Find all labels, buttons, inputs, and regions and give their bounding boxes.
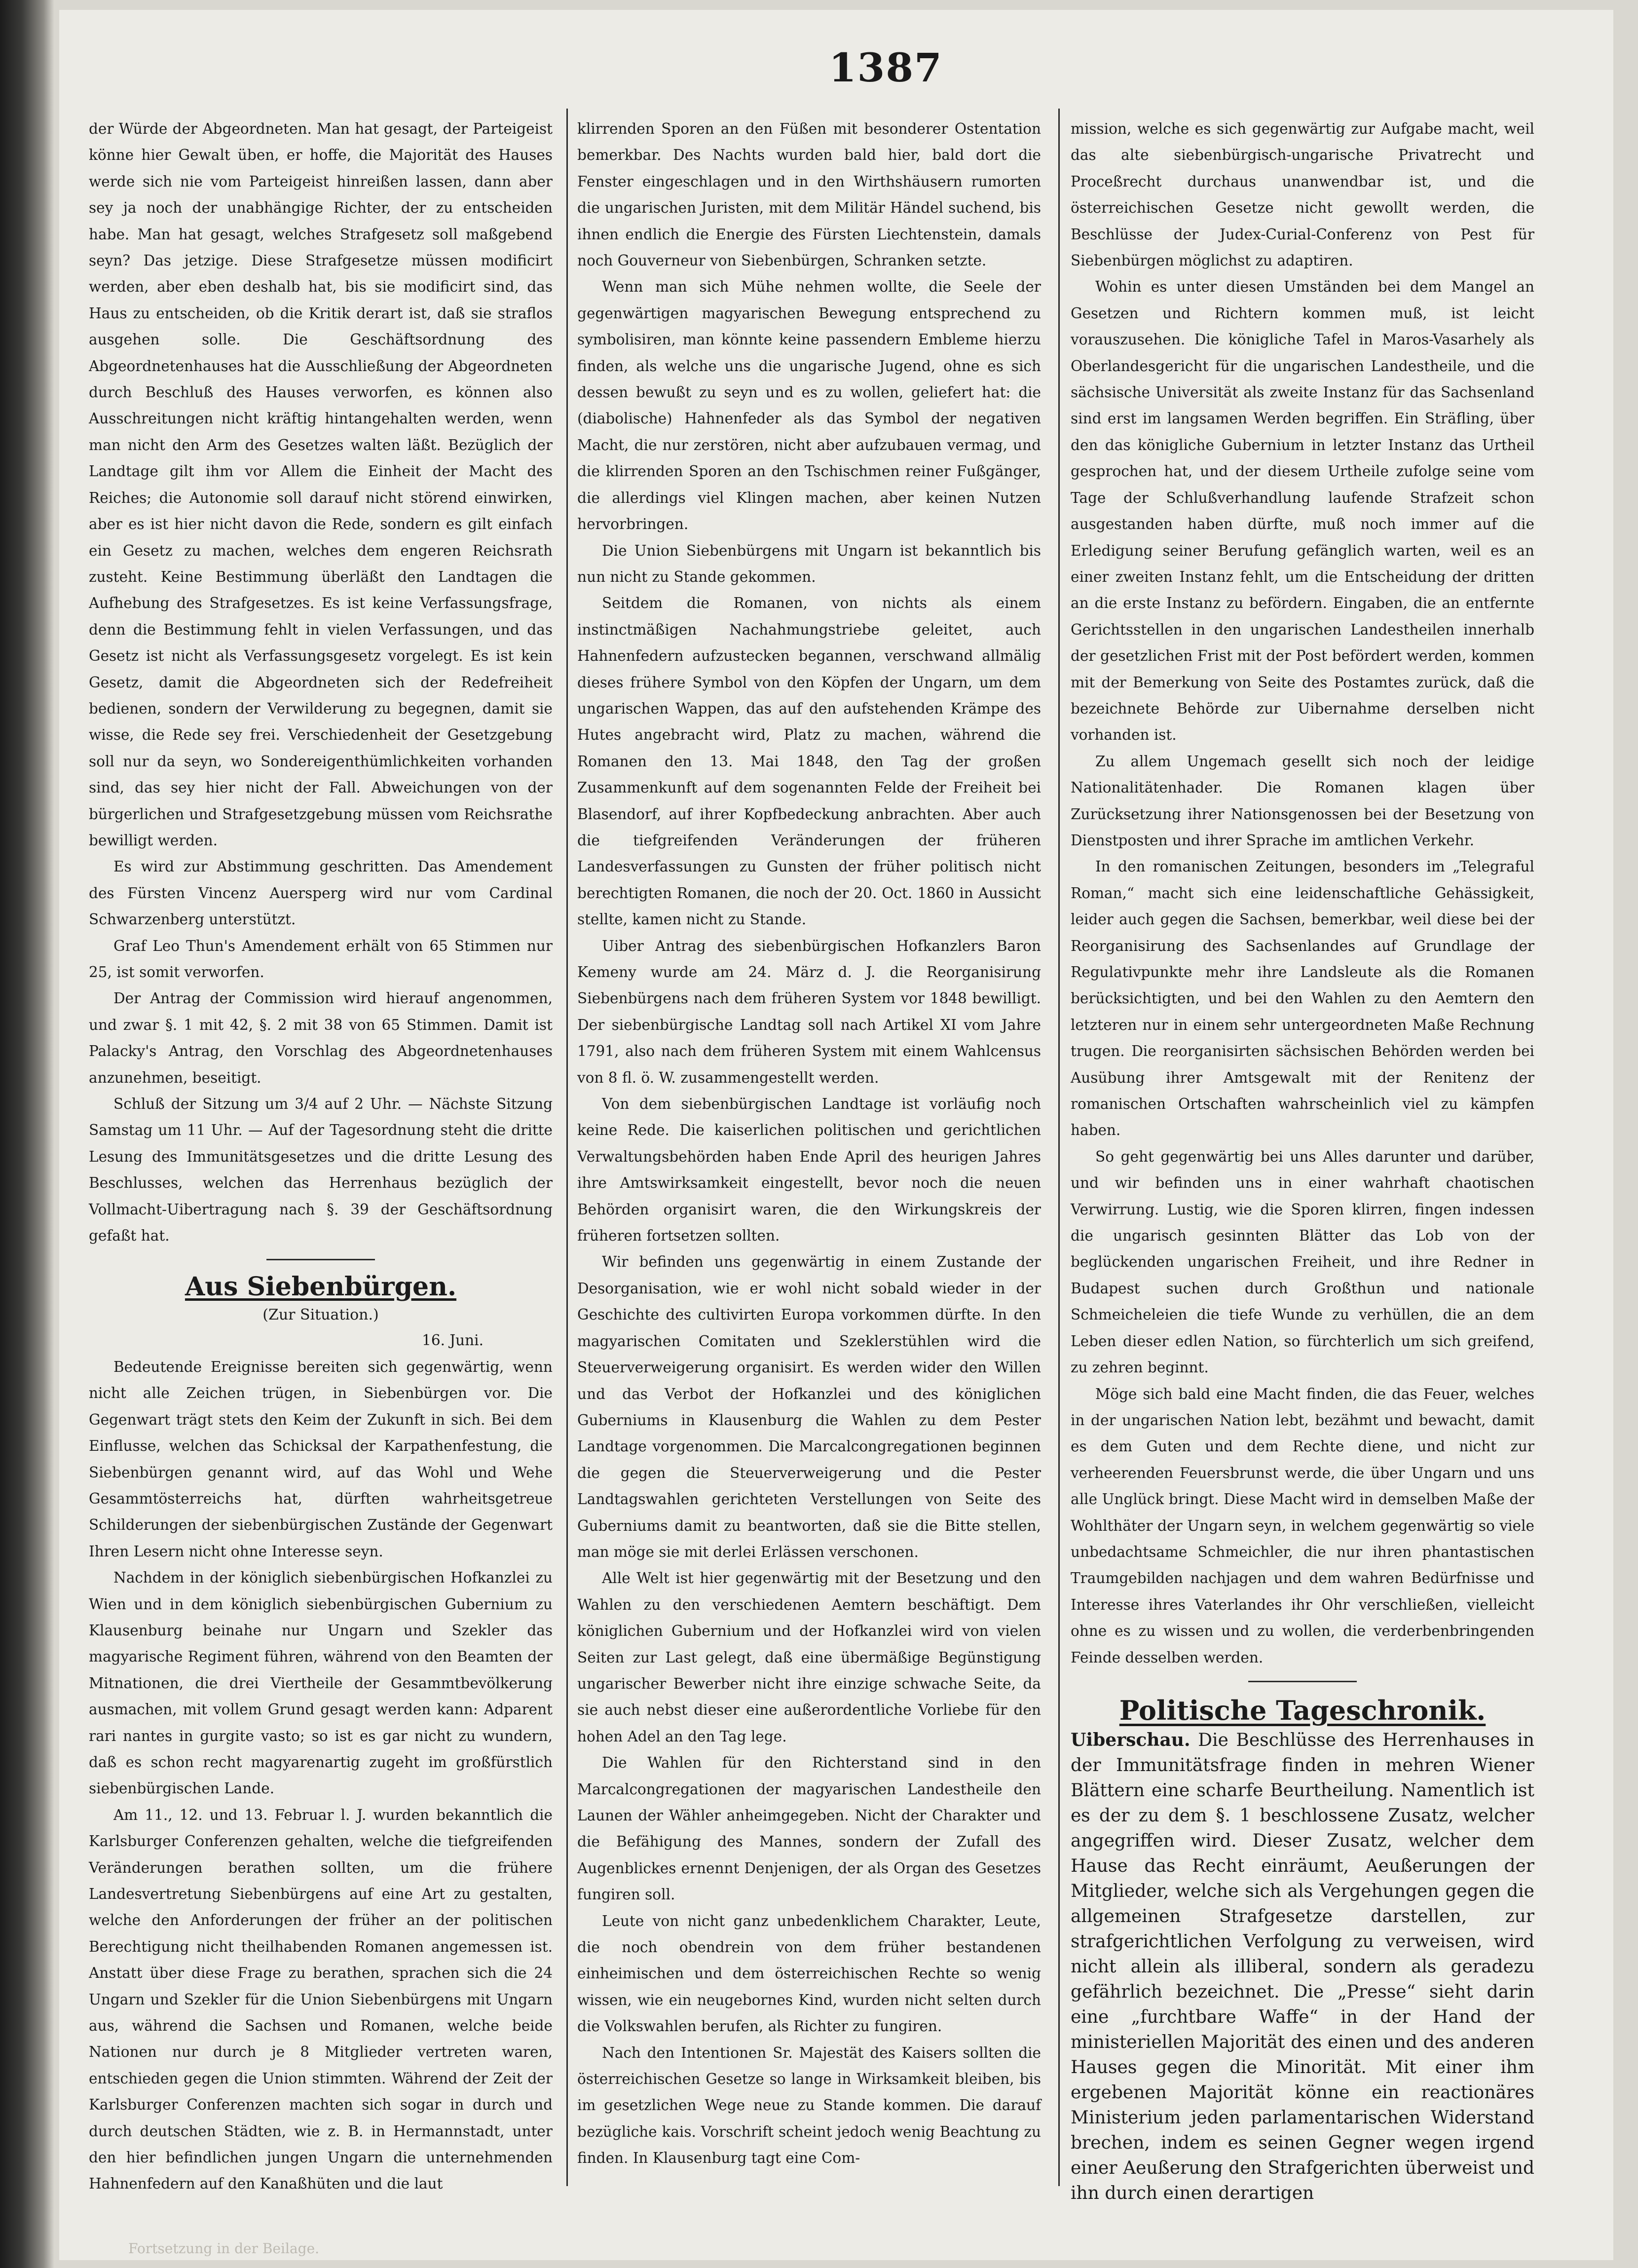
column-3 [1071,116,1534,2206]
column-divider [1058,109,1060,2186]
paragraph: In den romanischen Zeitungen, besonders im „Telegraful Roman,“ macht sich eine leidenschaftliche Gehässigkeit, leider auch gegen die Sachsen, bemerkbar, weil diese bei der Reorganisirung des Sachsenlandes auf Grundlage der Regulativpunkte mehr ihre Landsleute als die Romanen berücksichtigten, und bei den Wahlen zu den Aemtern den letzteren nur in einem sehr untergeordneten Maße Rechnung trugen. Die reorganisirten sächsischen Behörden werden bei Ausübung ihrer Amtsgewalt mit der Renitenz der romanischen Ortschaften wahrscheinlich viel zu kämpfen haben. [1071,858,1534,1139]
paragraph: Möge sich bald eine Macht finden, die das Feuer, welches in der ungarischen Nation lebt, bezähmt und bewacht, damit es dem Guten und dem Rechte diene, und nicht zur verheerenden Feuersbrunst werde, die über Ungarn und uns alle Unglück bringt. Diese Macht wird in demselben Maße der Wohlthäter der Ungarn seyn, in welchem gegenwärtig so viele unbedachtsame Schmeichler, die nur ihren phantastischen Traumgebilden nachjagen und dem wahren Bedürfnisse und Interesse ihres Vaterlandes ihr Ohr verschließen, vielleicht ohne es zu wissen und zu wollen, die verderbenbringenden Feinde desselben werden. [1071,1385,1534,1666]
newspaper-page [59,10,1613,2260]
paragraph: Schluß der Sitzung um 3/4 auf 2 Uhr. — Nächste Sitzung Samstag um 11 Uhr. — Auf der Tagesordnung steht die dritte Lesung des Immunitätsgesetzes und die dritte Lesung des Beschlusses, welchen das Herrenhaus bezüglich der Vollmacht-Uibertragung nach §. 39 der Geschäftsordnung gefaßt hat. [89,1096,553,1245]
column-divider [566,109,568,2186]
chronicle-title: Politische Tageschronik. [1119,1694,1486,1726]
paragraph: Wohin es unter diesen Umständen bei dem Mangel an Gesetzen und Richtern kommen muß, ist leicht vorauszusehen. Die königliche Tafel in Maros-Vasarhely als Oberlandesgericht für die ungarischen Landestheile, und die sächsische Universität als zweite Instanz für das Sachsenland sind erst im langsamen Werden begriffen. Ein Sträfling, über den das königliche Gubernium in letzter Instanz das Urtheil gesprochen hat, und der diesem Urtheile zufolge seine vom Tage der Schlußverhandlung laufende Strafzeit schon ausgestanden haben dürfte, muß noch immer auf die Erledigung seiner Berufung gefänglich warten, weil es an einer zweiten Instanz fehlt, um die Entscheidung der dritten an die erste Instanz zu befördern. Eingaben, die an entfernte Gerichtsstellen in den ungarischen Landestheilen innerhalb der gesetzlichen Frist mit der Post befördert werden, kommen mit der Bemerkung von Seite des Postamtes zurück, daß die bezeichnete Behörde zur Uibernahme derselben nicht vorhanden ist. [1071,278,1534,744]
paragraph: Wir befinden uns gegenwärtig in einem Zustande der Desorganisation, wie er wohl nicht sobald wieder in der Geschichte des cultivirten Europa vorkommen dürfte. In den magyarischen Comitaten und Szeklerstühlen wird die Steuerverweigerung organisirt. Es werden wider den Willen und das Verbot der Hofkanzlei und des königlichen Guberniums in Klausenburg die Wahlen zu dem Pester Landtage vorgenommen. Die Marcalcongregationen beginnen die gegen die Steuerverweigerung und die Pester Landtagswahlen gerichteten Verstellungen von Seite des Guberniums damit zu beantworten, daß sie die Bitte stellen, man möge sie mit derlei Erlässen verschonen. [577,1253,1041,1560]
column-1 [89,116,553,2197]
paragraph: Nach den Intentionen Sr. Majestät des Kaisers sollten die österreichischen Gesetze so lange in Wirksamkeit bleiben, bis im gesetzlichen Wege neue zu Stande kommen. Die darauf bezügliche kais. Vorschrift scheint jedoch wenig Beachtung zu finden. In Klausenburg tagt eine Com- [577,2044,1041,2167]
chronicle-lead: Uiberschau. [1071,1729,1191,1750]
paragraph: Die Union Siebenbürgens mit Ungarn ist bekanntlich bis nun nicht zu Stande gekommen. [577,542,1041,585]
section-subtitle: (Zur Situation.) [262,1306,379,1324]
paragraph: Seitdem die Romanen, von nichts als einem instinctmäßigen Nachahmungstriebe geleitet, auch Hahnenfedern aufzustecken begannen, verschwand allmälig dieses frühere Symbol von den Köpfen der Ungarn, um dem ungarischen Wappen, das auf den aufstehenden Krämpe des Hutes angebracht wird, Platz zu machen, während die Romanen den 13. Mai 1848, den Tag der großen Zusammenkunft auf dem sogenannten Felde der Freiheit bei Blasendorf, auf ihrer Kopfbedeckung anbrachten. Aber auch die tiefgreifenden Veränderungen der früheren Landesverfassungen zu Gunsten der früher politisch nicht berechtigten Romanen, die noch der 20. Oct. 1860 in Aussicht stellte, kamen nicht zu Stande. [577,595,1041,928]
paragraph: So geht gegenwärtig bei uns Alles darunter und darüber, und wir befinden uns in einer wahrhaft chaotischen Verwirrung. Lustig, wie die Sporen klirren, fingen indessen die ungarisch gesinnten Blätter das Lob von der beglückenden ungarischen Freiheit, und ihre Redner in Budapest suchen durch Großthun und nationale Schmeicheleien die tiefe Wunde zu verhüllen, die an dem Leben dieser edlen Nation, so fürchterlich um sich greifend, zu zehren beginnt. [1071,1148,1534,1376]
paragraph: Graf Leo Thun's Amendement erhält von 65 Stimmen nur 25, ist somit verworfen. [89,937,553,981]
paragraph: Uiber Antrag des siebenbürgischen Hofkanzlers Baron Kemeny wurde am 24. März d. J. die Reorganisirung Siebenbürgens nach dem früheren System vor 1848 bewilligt. Der siebenbürgische Landtag soll nach Artikel XI vom Jahre 1791, also nach dem früheren System mit einem Wahlcensus von 8 fl. ö. W. zusammengestellt werden. [577,937,1041,1086]
page-footer-note: Fortsetzung in der Beilage. [128,2240,320,2257]
paragraph: Am 11., 12. und 13. Februar l. J. wurden bekanntlich die Karlsburger Conferenzen gehalten, welche die tiefgreifenden Veränderungen berathen sollten, um die frühere Landesvertretung Siebenbürgens auf eine Art zu gestalten, welche den Anforderungen der früher an der politischen Berechtigung nicht theilhabenden Romanen angemessen ist. Anstatt über diese Frage zu berathen, sprachen sich die 24 Ungarn und Szekler für die Union Siebenbürgens mit Ungarn aus, während die Sachsen und Romanen, welche beide Nationen nur durch je 8 Mitglieder vertreten waren, entschieden gegen die Union stimmten. Während der Zeit der Karlsburger Conferenzen machten sich sogar in durch und durch deutschen Städten, wie z. B. in Hermannstadt, unter den hier befindlichen jungen Ungarn die unternehmenden Hahnenfedern auf den Kanaßhüten und die laut [89,1806,553,2192]
paragraph: Von dem siebenbürgischen Landtage ist vorläufig noch keine Rede. Die kaiserlichen politischen und gerichtlichen Verwaltungsbehörden haben Ende April des heurigen Jahres ihre Amtswirksamkeit eingestellt, bevor noch die neuen Behörden organisirt waren, die den Wirkungskreis der früheren fortsetzen sollten. [577,1096,1041,1245]
column-2 [577,116,1041,2172]
paragraph: Der Antrag der Commission wird hierauf angenommen, und zwar §. 1 mit 42, §. 2 mit 38 von 65 Stimmen. Damit ist Palacky's Antrag, den Vorschlag des Abgeordnetenhauses anzunehmen, beseitigt. [89,990,553,1086]
section-divider [1248,1681,1357,1682]
paragraph: Wenn man sich Mühe nehmen wollte, die Seele der gegenwärtigen magyarischen Bewegung entsprechend zu symbolisiren, man könnte keine passendern Embleme hierzu finden, als welche uns die ungarische Jugend, ohne es sich dessen bewußt zu seyn und es zu wollen, geliefert hat: die (diabolische) Hahnenfeder als das Symbol der negativen Macht, die nur zerstören, nicht aber aufzubauen vermag, und die klirrenden Sporen an den Tschischmen reiner Fußgänger, die allerdings viel Klingen machen, aber keinen Nutzen hervorbringen. [577,278,1041,533]
paragraph: Alle Welt ist hier gegenwärtig mit der Besetzung und den Wahlen zu den verschiedenen Aemtern beschäftigt. Dem königlichen Gubernium und der Hofkanzlei wird von vielen Seiten zur Last gelegt, daß eine übermäßige Begünstigung ungarischer Bewerber nicht ihre einzige schwache Seite, da sie auch nebst dieser eine außerordentliche Vorliebe für den hohen Adel an den Tag lege. [577,1570,1041,1745]
page-number: 1387 [829,44,943,91]
section-title: Aus Siebenbürgen. [185,1272,457,1302]
chronicle-paragraph [1071,1728,1534,2206]
paragraph: der Würde der Abgeordneten. Man hat gesagt, der Parteigeist könne hier Gewalt üben, er hoffe, die Majorität des Hauses werde sich nie vom Parteigeist hinreißen lassen, dann aber sey ja noch der unabhängige Richter, der zu entscheiden habe. Man hat gesagt, welches Strafgesetz soll maßgebend seyn? Das jetzige. Diese Strafgesetze müssen modificirt werden, aber eben deshalb hat, bis sie modificirt sind, das Haus zu entscheiden, ob die Kritik derart ist, daß sie straflos ausgehen solle. Die Geschäftsordnung des Abgeordnetenhauses hat die Ausschließung der Abgeordneten durch Beschluß des Hauses verworfen, es können also Ausschreitungen nicht kräftig hintangehalten werden, wenn man nicht den Arm des Gesetzes walten läßt. Bezüglich der Landtage gilt ihm vor Allem die Einheit der Macht des Reiches; die Autonomie soll darauf nicht störend einwirken, aber es ist hier nicht davon die Rede, sondern es gilt einfach ein Gesetz zu machen, welches dem engeren Reichsrath zusteht. Keine Bestimmung überläßt den Landtagen die Aufhebung des Strafgesetzes. Es ist keine Verfassungsfrage, denn die Bestimmung fehlt in vielen Verfassungen, und das Gesetz ist nicht als Verfassungsgesetz vorgelegt. Es ist kein Gesetz, damit die Abgeordneten sich der Redefreiheit bedienen, sondern der Verwilderung zu begegnen, damit sie wisse, die Rede sey frei. Verschiedenheit der Gesetzgebung soll nur da seyn, wo Sondereigenthümlichkeiten vorhanden sind, das sey hier nicht der Fall. Abweichungen von der bürgerlichen und Strafgesetzgebung müssen vom Reichsrathe bewilligt werden. [89,120,553,849]
paragraph: Zu allem Ungemach gesellt sich noch der leidige Nationalitätenhader. Die Romanen klagen über Zurücksetzung ihrer Nationsgenossen bei der Besetzung von Dienstposten und ihrer Sprache im amtlichen Verkehr. [1071,753,1534,849]
paragraph: Die Wahlen für den Richterstand sind in den Marcalcongregationen der magyarischen Landestheile den Launen der Wähler anheimgegeben. Nicht der Charakter und die Befähigung des Mannes, sondern der Zufall des Augenblickes ernennt Denjenigen, der als Organ des Gesetzes fungiren soll. [577,1754,1041,1903]
paragraph: Leute von nicht ganz unbedenklichem Charakter, Leute, die noch obendrein von dem früher bestandenen einheimischen und dem österreichischen Rechte so wenig wissen, wie ein neugebornes Kind, wurden nicht selten durch die Volkswahlen berufen, als Richter zu fungiren. [577,1912,1041,2035]
scan-edge-shadow [0,0,54,2268]
paragraph: klirrenden Sporen an den Füßen mit besonderer Ostentation bemerkbar. Des Nachts wurden bald hier, bald dort die Fenster eingeschlagen und in den Wirthshäusern rumorten die ungarischen Juristen, mit dem Militär Händel suchend, bis ihnen endlich die Energie des Fürsten Liechtenstein, damals noch Gouverneur von Siebenbürgen, Schranken setzte. [577,120,1041,269]
section-divider [266,1259,375,1260]
paragraph: Es wird zur Abstimmung geschritten. Das Amendement des Fürsten Vincenz Auersperg wird nur vom Cardinal Schwarzenberg unterstützt. [89,858,553,928]
chronicle-text: Die Beschlüsse des Herrenhauses in der Immunitätsfrage finden in mehren Wiener Blättern eine scharfe Beurtheilung. Namentlich ist es der zu dem §. 1 beschlossene Zusatz, welcher angegriffen wird. Dieser Zusatz, welcher dem Hause das Recht einräumt, Aeußerungen der Mitglieder, welche sich als Vergehungen gegen die allgemeinen Strafgesetze darstellen, zur strafgerichtlichen Verfolgung zu verweisen, wird nicht allein als illiberal, sondern als geradezu gefährlich bezeichnet. Die „Presse“ sieht darin eine „furchtbare Waffe“ in der Hand der ministeriellen Majorität des einen und des anderen Hauses gegen die Minorität. Mit einer ihm ergebenen Majorität könne ein reactionäres Ministerium jeden parlamentarischen Widerstand brechen, indem es seinen Gegner wegen irgend einer Aeußerung den Strafgerichten überweist und ihn durch einen derartigen [1071,1730,1534,2203]
paragraph: mission, welche es sich gegenwärtig zur Aufgabe macht, weil das alte siebenbürgisch-ungarische Privatrecht und Proceßrecht durchaus unanwendbar ist, und die österreichischen Gesetze nicht gewollt werden, die Beschlüsse der Judex-Curial-Conferenz von Pest für Siebenbürgen möglichst zu adaptiren. [1071,120,1534,269]
paragraph: Nachdem in der königlich siebenbürgischen Hofkanzlei zu Wien und in dem königlich siebenbürgischen Gubernium zu Klausenburg beinahe nur Ungarn und Szekler das magyarische Regiment führen, während von den Beamten der Mitnationen, die drei Viertheile der Gesammtbevölkerung ausmachen, mit vollem Grund gesagt werden kann: Adparent rari nantes in gurgite vasto; so ist es gar nicht zu wundern, daß es schon recht magyarenartig zugeht im großfürstlich siebenbürgischen Lande. [89,1569,553,1797]
dateline: 16. Juni. [422,1332,484,1349]
paragraph: Bedeutende Ereignisse bereiten sich gegenwärtig, wenn nicht alle Zeichen trügen, in Siebenbürgen vor. Die Gegenwart trägt stets den Keim der Zukunft in sich. Bei dem Einflusse, welchen das Schicksal der Karpathenfestung, die Siebenbürgen genannt wird, auf das Wohl und Wehe Gesammtösterreichs hat, dürften wahrheitsgetreue Schilderungen der siebenbürgischen Zustände der Gegenwart Ihren Lesern nicht ohne Interesse seyn. [89,1358,553,1560]
